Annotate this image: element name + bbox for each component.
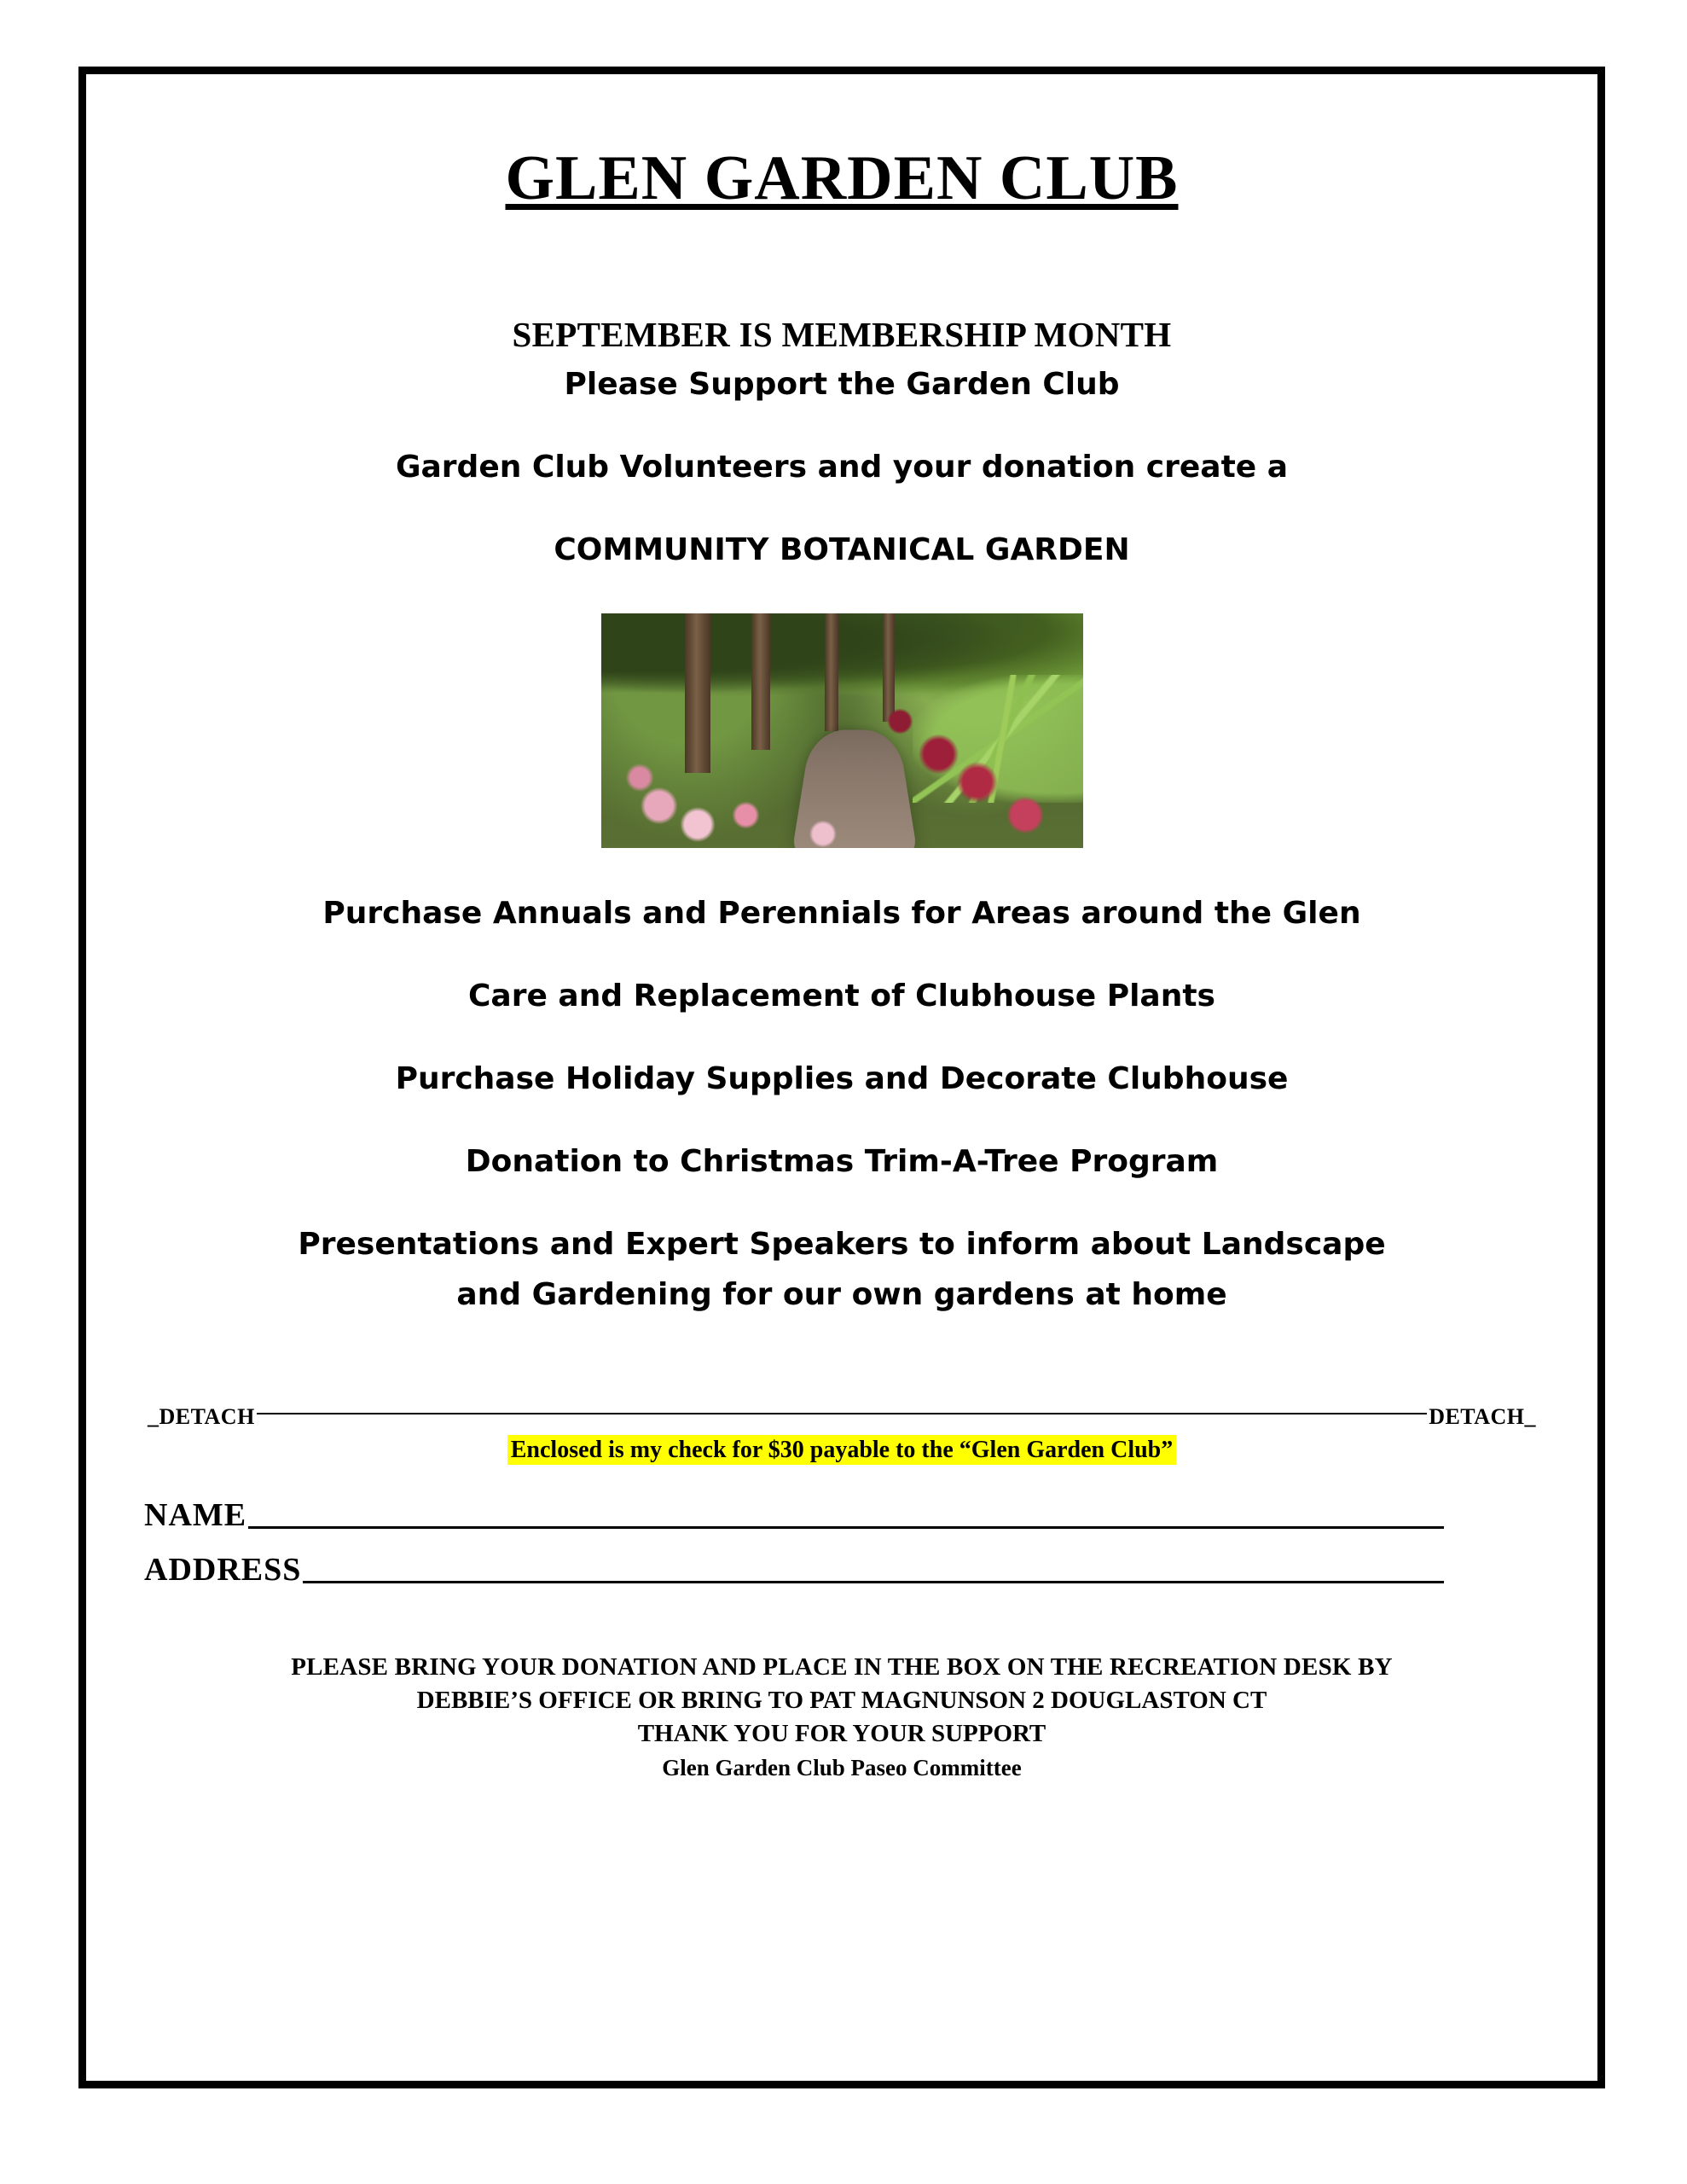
page-border-frame [78,67,1605,2088]
address-field-label: ADDRESS [144,1552,302,1589]
detach-divider [137,1404,1546,1430]
detach-label-left: _DETACH [148,1404,255,1430]
botanical-garden-path-photo [601,613,1083,848]
detach-dashed-rule [257,1413,1427,1414]
address-field-row[interactable] [137,1551,1546,1589]
community-botanical-garden-headline: COMMUNITY BOTANICAL GARDEN [554,532,1130,568]
check-note-highlighted: Enclosed is my check for $30 payable to the “Glen Garden Club” [507,1435,1177,1465]
name-input-line[interactable] [248,1525,1444,1529]
membership-month-heading: SEPTEMBER IS MEMBERSHIP MONTH [512,315,1172,355]
name-field-label: NAME [144,1497,247,1534]
benefit-line-1: Purchase Annuals and Perennials for Areas around the Glen [322,896,1361,932]
photo-flower-beds [601,613,1083,848]
footer-line-2: DEBBIE’S OFFICE OR BRING TO PAT MAGNUNSON 2 DOUGLASTON CT [416,1687,1267,1715]
check-note-row [137,1437,1546,1464]
page-title: GLEN GARDEN CLUB [505,143,1179,213]
flyer-content [86,74,1597,2081]
detach-label-right: DETACH_ [1429,1404,1536,1430]
footer-line-3: THANK YOU FOR YOUR SUPPORT [637,1720,1046,1748]
footer-instructions [137,1653,1546,1781]
benefit-line-5: Presentations and Expert Speakers to inform about Landscape [298,1227,1386,1263]
benefit-line-3: Purchase Holiday Supplies and Decorate Clubhouse [395,1061,1289,1097]
support-subheading: Please Support the Garden Club [564,367,1120,403]
benefit-line-6: and Gardening for our own gardens at home [456,1277,1227,1313]
address-input-line[interactable] [303,1580,1444,1583]
name-field-row[interactable] [137,1496,1546,1534]
footer-line-1: PLEASE BRING YOUR DONATION AND PLACE IN THE BOX ON THE RECREATION DESK BY [291,1653,1393,1682]
benefit-line-2: Care and Replacement of Clubhouse Plants [468,979,1215,1014]
benefit-line-4: Donation to Christmas Trim-A-Tree Program [465,1144,1219,1180]
footer-committee-signature: Glen Garden Club Paseo Committee [662,1755,1022,1781]
volunteers-intro-line: Garden Club Volunteers and your donation create a [395,450,1289,485]
photo-container [137,613,1546,848]
